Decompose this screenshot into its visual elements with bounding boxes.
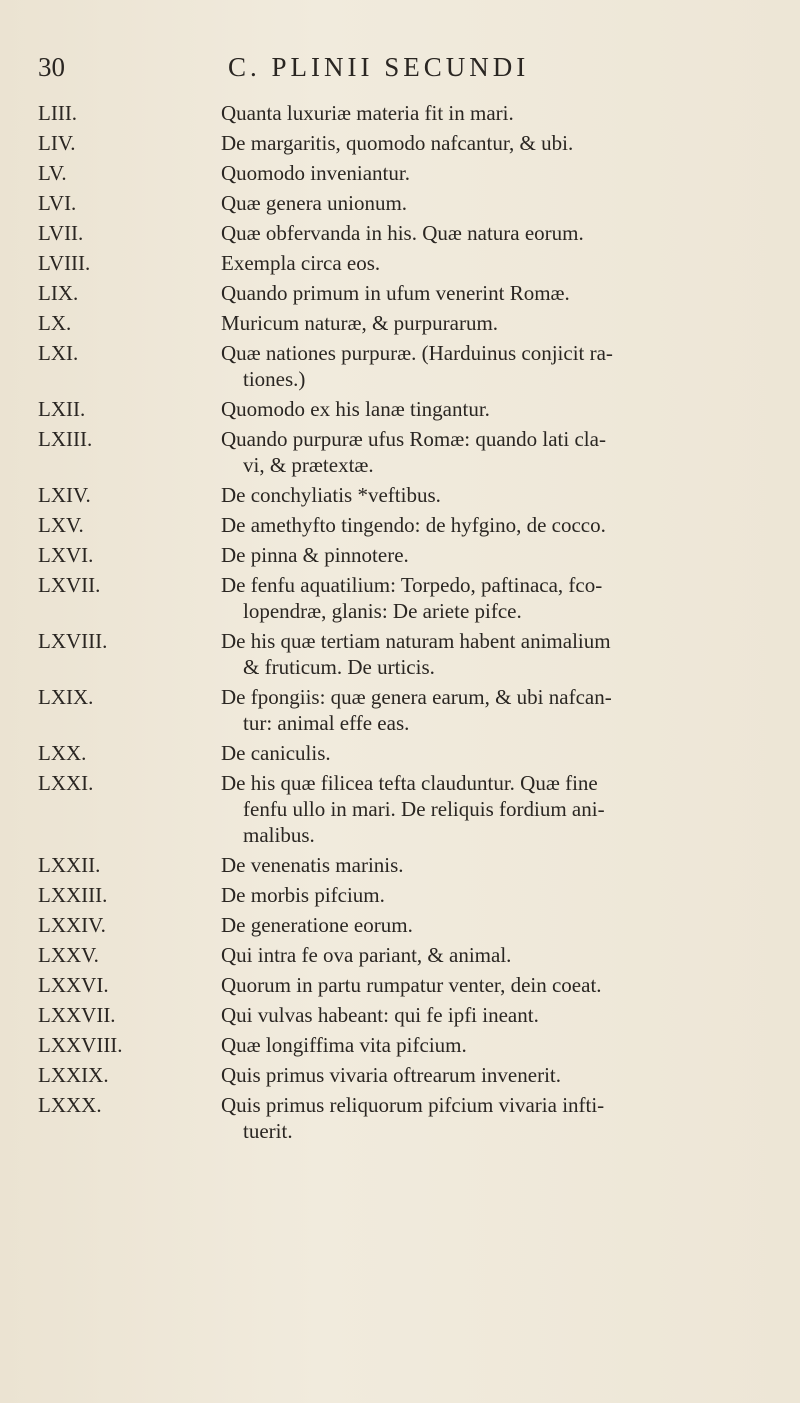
chapter-title-line: fenfu ullo in mari. De reliquis fordium ani- bbox=[243, 797, 605, 821]
chapter-title bbox=[221, 190, 761, 216]
chapter-title-line: Quorum in partu rumpatur venter, dein coeat. bbox=[221, 973, 602, 997]
chapter-title bbox=[221, 280, 761, 306]
page-header bbox=[38, 52, 778, 92]
chapter-entry bbox=[38, 220, 778, 246]
chapter-title-line: Qui vulvas habeant: qui fe ipfi ineant. bbox=[221, 1003, 539, 1027]
chapter-entry bbox=[38, 310, 778, 336]
chapter-title-line: Quis primus vivaria oftrearum invenerit. bbox=[221, 1063, 561, 1087]
chapter-entry bbox=[38, 482, 778, 508]
chapter-entry bbox=[38, 542, 778, 568]
chapter-entry bbox=[38, 250, 778, 276]
chapter-entry bbox=[38, 426, 778, 478]
chapter-title-line: Muricum naturæ, & purpurarum. bbox=[221, 311, 499, 335]
chapter-entry bbox=[38, 1092, 778, 1144]
chapter-entry bbox=[38, 740, 778, 766]
chapter-title-line: Quis primus reliquorum pifcium vivaria infti- bbox=[221, 1093, 605, 1117]
chapter-title bbox=[221, 160, 761, 186]
chapter-title-line: De margaritis, quomodo nafcantur, & ubi. bbox=[221, 131, 574, 155]
chapter-title-line: De amethyfto tingendo: de hyfgino, de cocco. bbox=[221, 513, 606, 537]
chapter-number: LIX. bbox=[38, 281, 79, 305]
chapter-title bbox=[221, 512, 761, 538]
chapter-number: LXXI. bbox=[38, 771, 94, 795]
chapter-title bbox=[221, 628, 761, 680]
chapter-entry bbox=[38, 1032, 778, 1058]
chapter-title-line: Quæ genera unionum. bbox=[221, 191, 408, 215]
chapter-entry bbox=[38, 882, 778, 908]
chapter-title bbox=[221, 852, 761, 878]
chapter-title-line: & fruticum. De urticis. bbox=[243, 655, 435, 679]
chapter-number: LXXIV. bbox=[38, 913, 106, 937]
chapter-title bbox=[221, 100, 761, 126]
chapter-entry bbox=[38, 280, 778, 306]
chapter-entry bbox=[38, 130, 778, 156]
chapter-title bbox=[221, 1032, 761, 1058]
chapter-title-line: Quomodo ex his lanæ tingantur. bbox=[221, 397, 490, 421]
chapter-title-line: Quæ nationes purpuræ. (Harduinus conjicit ra- bbox=[221, 341, 613, 365]
chapter-entry bbox=[38, 972, 778, 998]
chapter-number: LXI. bbox=[38, 341, 79, 365]
chapter-title-line: De fenfu aquatilium: Torpedo, paftinaca, fco- bbox=[221, 573, 603, 597]
chapter-number: LXVI. bbox=[38, 543, 94, 567]
chapter-title-line: De fpongiis: quæ genera earum, & ubi nafcan- bbox=[221, 685, 612, 709]
chapter-title bbox=[221, 912, 761, 938]
chapter-number: LXXII. bbox=[38, 853, 101, 877]
chapter-number: LXVII. bbox=[38, 573, 101, 597]
chapter-entry bbox=[38, 340, 778, 392]
chapter-number: LXXIII. bbox=[38, 883, 108, 907]
chapter-number: LX. bbox=[38, 311, 72, 335]
chapter-number: LV. bbox=[38, 161, 67, 185]
chapter-entry bbox=[38, 684, 778, 736]
chapter-entry bbox=[38, 628, 778, 680]
chapter-title bbox=[221, 942, 761, 968]
chapter-title bbox=[221, 482, 761, 508]
chapter-entry bbox=[38, 396, 778, 422]
chapter-title-line: De caniculis. bbox=[221, 741, 331, 765]
chapter-title bbox=[221, 684, 761, 736]
chapter-number: LXXVI. bbox=[38, 973, 109, 997]
chapter-title bbox=[221, 972, 761, 998]
chapter-entry bbox=[38, 190, 778, 216]
running-head: C. PLINII SECUNDI bbox=[228, 52, 530, 82]
chapter-entry bbox=[38, 912, 778, 938]
chapter-number: LIV. bbox=[38, 131, 76, 155]
chapter-title-line: Quæ obfervanda in his. Quæ natura eorum. bbox=[221, 221, 584, 245]
chapter-number: LVI. bbox=[38, 191, 77, 215]
chapter-title bbox=[221, 250, 761, 276]
chapter-entry bbox=[38, 512, 778, 538]
chapter-number: LVIII. bbox=[38, 251, 91, 275]
chapter-number: LXXV. bbox=[38, 943, 99, 967]
chapter-title bbox=[221, 310, 761, 336]
chapter-title-line: De pinna & pinnotere. bbox=[221, 543, 409, 567]
page-number: 30 bbox=[38, 52, 65, 82]
chapter-title-line: Quando purpuræ ufus Romæ: quando lati cla- bbox=[221, 427, 606, 451]
chapter-title bbox=[221, 882, 761, 908]
chapter-number: LXIII. bbox=[38, 427, 93, 451]
chapter-title-line: tur: animal effe eas. bbox=[243, 711, 410, 735]
chapter-number: LVII. bbox=[38, 221, 84, 245]
chapter-number: LXXVIII. bbox=[38, 1033, 123, 1057]
chapter-number: LXXIX. bbox=[38, 1063, 109, 1087]
chapter-number: LXII. bbox=[38, 397, 86, 421]
chapter-entry bbox=[38, 1002, 778, 1028]
chapter-number: LXVIII. bbox=[38, 629, 108, 653]
chapter-title-line: tuerit. bbox=[243, 1119, 293, 1143]
chapter-title-line: Exempla circa eos. bbox=[221, 251, 381, 275]
chapter-title bbox=[221, 1062, 761, 1088]
chapter-title bbox=[221, 1002, 761, 1028]
chapter-title-line: Quæ longiffima vita pifcium. bbox=[221, 1033, 467, 1057]
chapter-title-line: Quanta luxuriæ materia fit in mari. bbox=[221, 101, 514, 125]
chapter-title-line: vi, & prætextæ. bbox=[243, 453, 374, 477]
chapter-entry bbox=[38, 1062, 778, 1088]
chapter-title bbox=[221, 130, 761, 156]
chapter-title-line: Qui intra fe ova pariant, & animal. bbox=[221, 943, 512, 967]
chapter-entry bbox=[38, 160, 778, 186]
chapter-title-line: De morbis pifcium. bbox=[221, 883, 385, 907]
chapter-title bbox=[221, 396, 761, 422]
chapter-number: LXXVII. bbox=[38, 1003, 116, 1027]
chapter-title bbox=[221, 542, 761, 568]
chapter-number: LXXX. bbox=[38, 1093, 102, 1117]
chapter-number: LXV. bbox=[38, 513, 84, 537]
chapter-title bbox=[221, 572, 761, 624]
chapter-title-line: De generatione eorum. bbox=[221, 913, 413, 937]
chapter-list bbox=[38, 100, 778, 1144]
chapter-title-line: Quomodo inveniantur. bbox=[221, 161, 410, 185]
chapter-number: LXIX. bbox=[38, 685, 94, 709]
chapter-entry bbox=[38, 770, 778, 848]
chapter-title-line: De his quæ filicea tefta clauduntur. Quæ fine bbox=[221, 771, 598, 795]
chapter-title bbox=[221, 220, 761, 246]
chapter-entry bbox=[38, 100, 778, 126]
chapter-title-line: De his quæ tertiam naturam habent animalium bbox=[221, 629, 611, 653]
chapter-title-line: malibus. bbox=[243, 823, 315, 847]
chapter-number: LXX. bbox=[38, 741, 87, 765]
chapter-title-line: De venenatis marinis. bbox=[221, 853, 404, 877]
chapter-title-line: Quando primum in ufum venerint Romæ. bbox=[221, 281, 570, 305]
chapter-number: LIII. bbox=[38, 101, 78, 125]
chapter-title bbox=[221, 426, 761, 478]
chapter-title bbox=[221, 1092, 761, 1144]
chapter-title-line: tiones.) bbox=[243, 367, 306, 391]
chapter-entry bbox=[38, 852, 778, 878]
chapter-title bbox=[221, 770, 761, 848]
chapter-number: LXIV. bbox=[38, 483, 91, 507]
chapter-title bbox=[221, 340, 761, 392]
chapter-entry bbox=[38, 942, 778, 968]
chapter-entry bbox=[38, 572, 778, 624]
chapter-title-line: De conchyliatis *veftibus. bbox=[221, 483, 441, 507]
chapter-title-line: lopendræ, glanis: De ariete pifce. bbox=[243, 599, 522, 623]
chapter-title bbox=[221, 740, 761, 766]
